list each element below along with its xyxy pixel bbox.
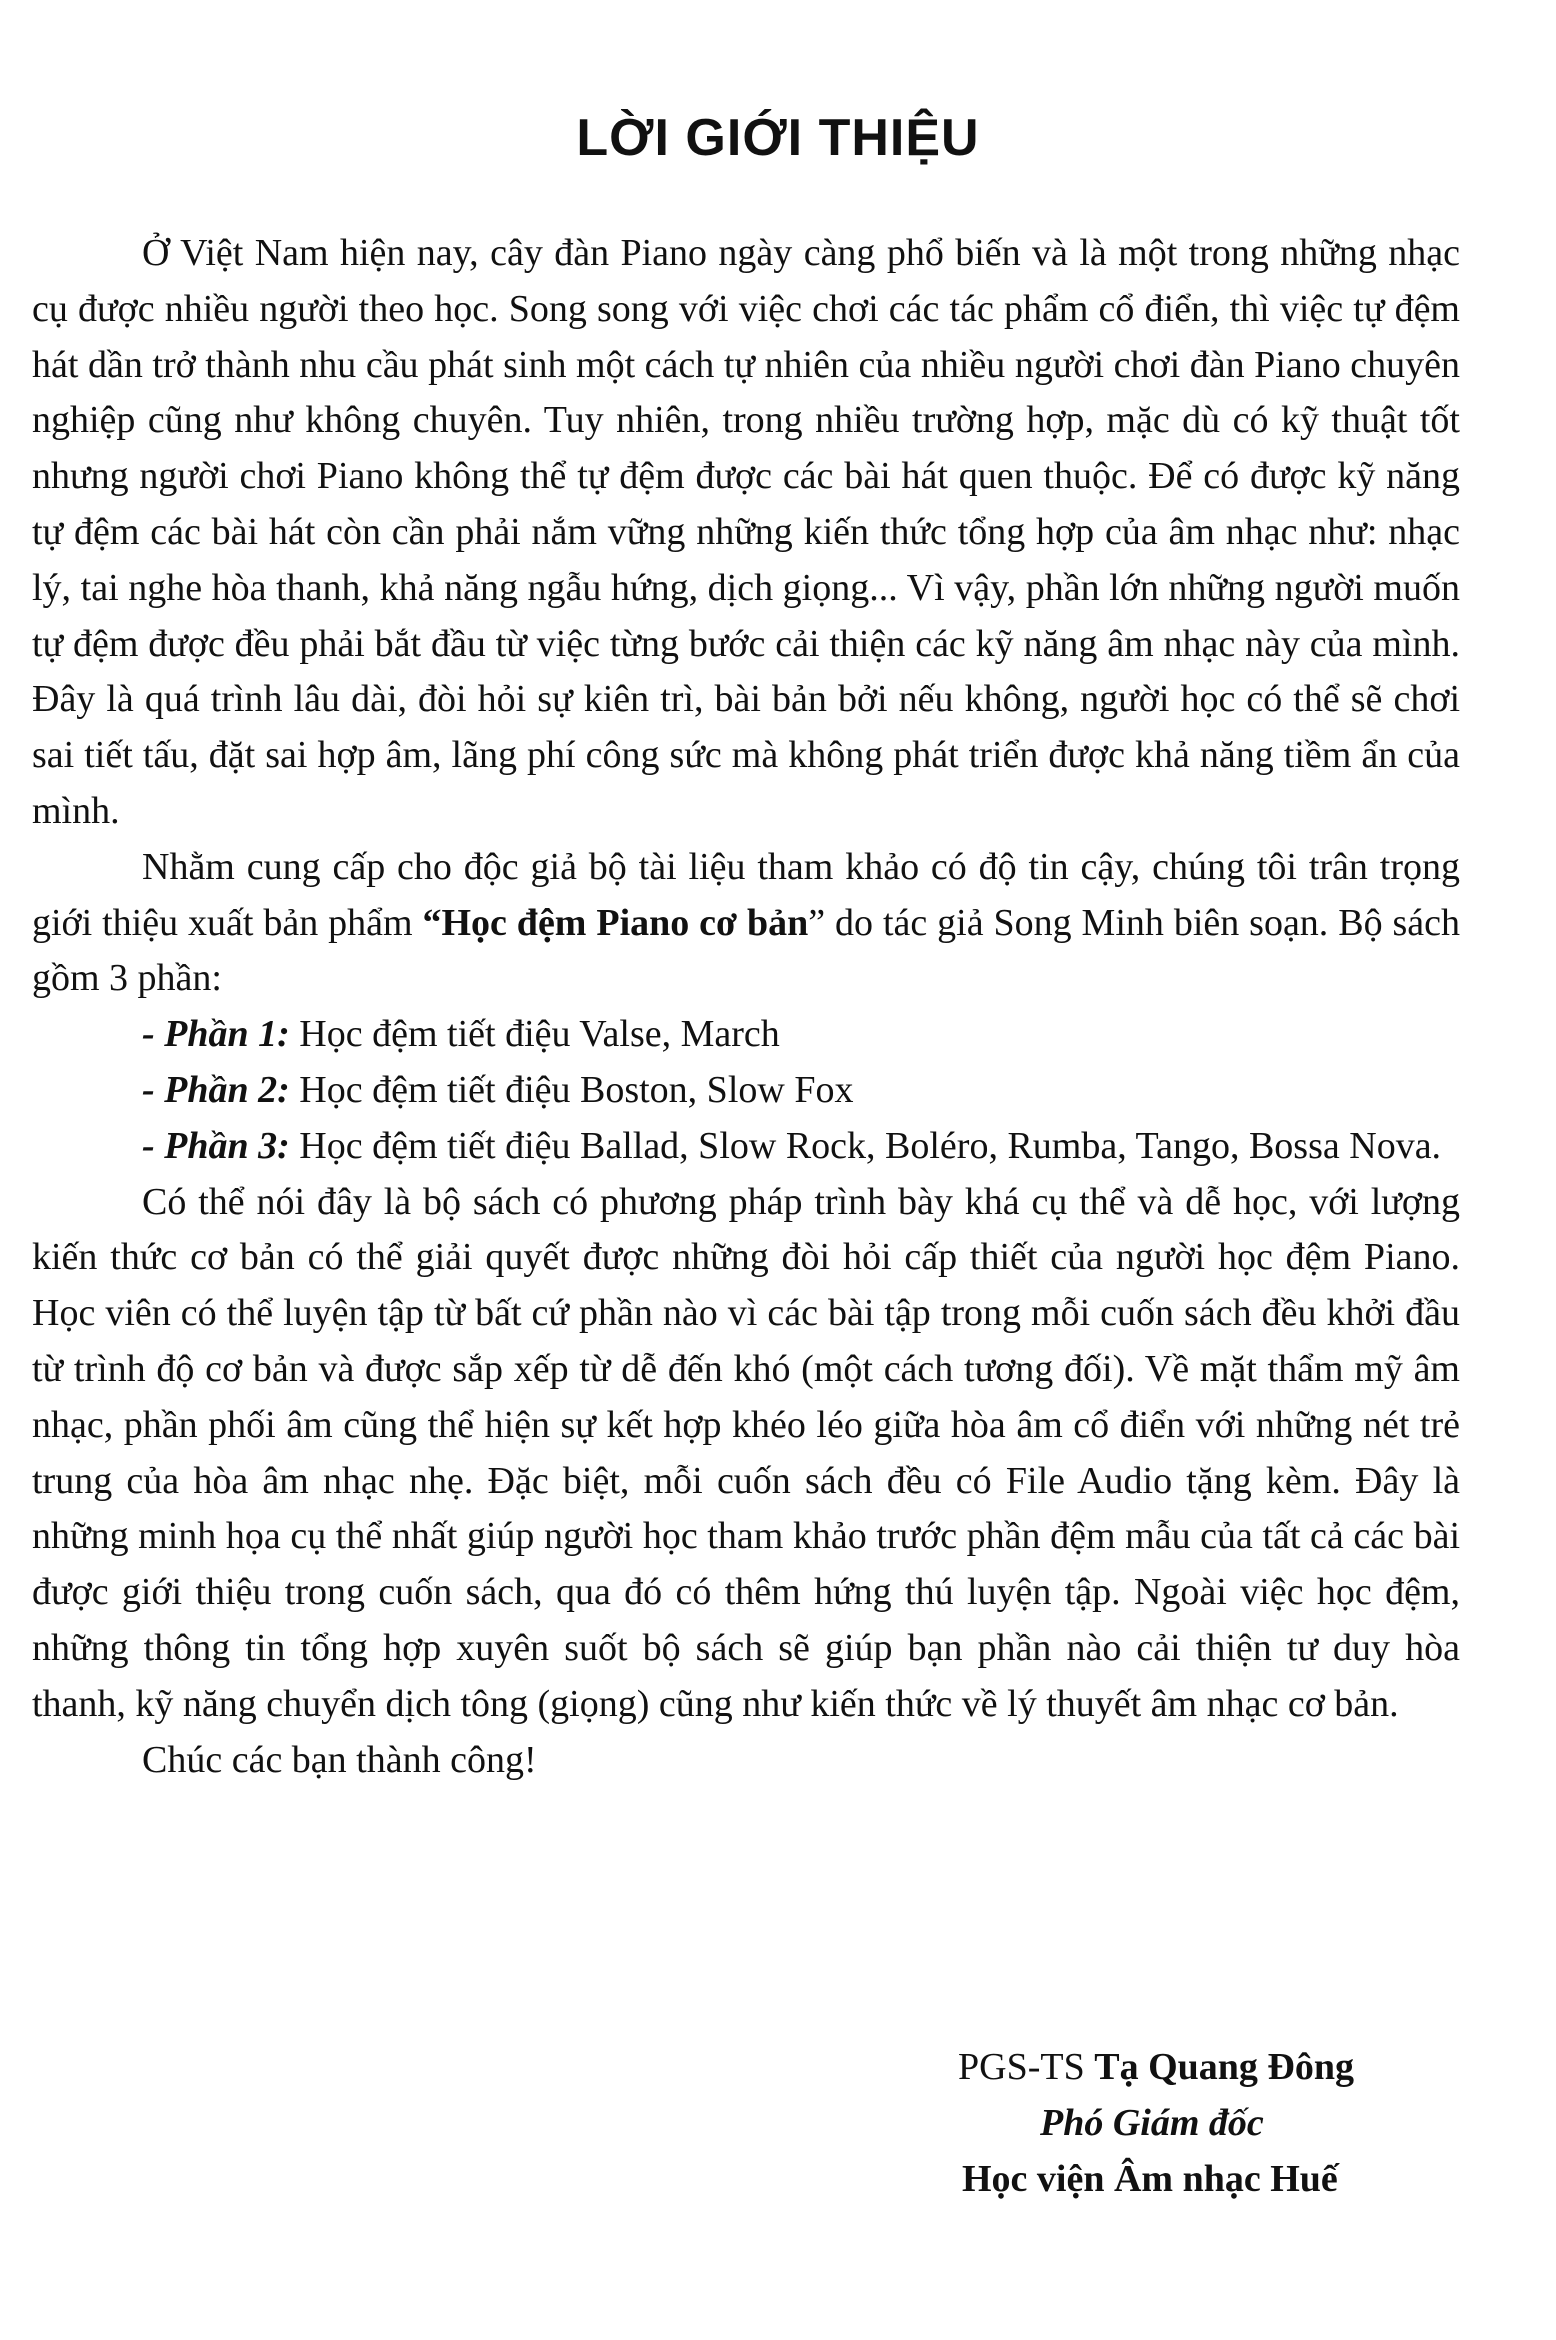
signature-degree: PGS-TS xyxy=(958,2046,1095,2088)
part-label: - Phần 1: xyxy=(142,1013,290,1056)
part-label: - Phần 3: xyxy=(142,1124,290,1167)
signature-name: Tạ Quang Đông xyxy=(1094,2046,1354,2088)
paragraph-intro xyxy=(32,840,1460,1007)
part-label: - Phần 2: xyxy=(142,1068,290,1111)
paragraph-context: Ở Việt Nam hiện nay, cây đàn Piano ngày càng phổ biến và là một trong những nhạc cụ được nhiều người theo học. Song song với việc chơi các tác phẩm cổ điển, thì việc tự đệm hát dần trở thành nhu cầu phát sinh một cách tự nhiên của nhiều người chơi đàn Piano chuyên nghiệp cũng như không chuyên. Tuy nhiên, trong nhiều trường hợp, mặc dù có kỹ thuật tốt nhưng người chơi Piano không thể tự đệm được các bài hát quen thuộc. Để có được kỹ năng tự đệm các bài hát còn cần phải nắm vững những kiến thức tổng hợp của âm nhạc như: nhạc lý, tai nghe hòa thanh, khả năng ngẫu hứng, dịch giọng... Vì vậy, phần lớn những người muốn tự đệm được đều phải bắt đầu từ việc từng bước cải thiện các kỹ năng âm nhạc này của mình. Đây là quá trình lâu dài, đòi hỏi sự kiên trì, bài bản bởi nếu không, người học có thể sẽ chơi sai tiết tấu, đặt sai hợp âm, lãng phí công sức mà không phát triển được khả năng tiềm ẩn của mình. xyxy=(32,232,1460,832)
paragraph-summary: Có thể nói đây là bộ sách có phương pháp trình bày khá cụ thể và dễ học, với lượng kiến thức cơ bản có thể giải quyết được những đòi hỏi cấp thiết của người học đệm Piano. Học viên có thể luyện tập từ bất cứ phần nào vì các bài tập trong mỗi cuốn sách đều khởi đầu từ trình độ cơ bản và được sắp xếp từ dễ đến khó (một cách tương đối). Về mặt thẩm mỹ âm nhạc, phần phối âm cũng thể hiện sự kết hợp khéo léo giữa hòa âm cổ điển với những nét trẻ trung của hòa âm nhạc nhẹ. Đặc biệt, mỗi cuốn sách đều có File Audio tặng kèm. Đây là những minh họa cụ thể nhất giúp người học tham khảo trước phần đệm mẫu của tất cả các bài được giới thiệu trong cuốn sách, qua đó có thêm hứng thú luyện tập. Ngoài việc học đệm, những thông tin tổng hợp xuyên suốt bộ sách sẽ giúp bạn phần nào cải thiện tư duy hòa thanh, kỹ năng chuyển dịch tông (giọng) cũng như kiến thức về lý thuyết âm nhạc cơ bản. xyxy=(32,1180,1460,1725)
part-text: Học đệm tiết điệu Boston, Slow Fox xyxy=(289,1068,854,1111)
part-item-1 xyxy=(32,1007,1460,1063)
closing-line: Chúc các bạn thành công! xyxy=(142,1738,537,1781)
page-title: LỜI GIỚI THIỆU xyxy=(576,109,980,167)
intro-text-before: Nhằm cung cấp cho độc giả bộ tài liệu tham khảo có độ tin cậy, chúng tôi trân trọng giới thiệu xuất bản phẩm xyxy=(32,845,1460,944)
signature-block xyxy=(958,2040,1354,2207)
signature-position: Phó Giám đốc xyxy=(1040,2101,1264,2144)
part-item-2 xyxy=(32,1063,1460,1119)
part-text: Học đệm tiết điệu Ballad, Slow Rock, Boléro, Rumba, Tango, Bossa Nova. xyxy=(289,1124,1442,1167)
part-text: Học đệm tiết điệu Valse, March xyxy=(289,1013,780,1056)
book-title: “Học đệm Piano cơ bản xyxy=(422,901,809,944)
signature-institution: Học viện Âm nhạc Huế xyxy=(962,2157,1338,2200)
part-item-3 xyxy=(32,1119,1460,1175)
signature-name-line xyxy=(958,2040,1354,2096)
body-text xyxy=(32,226,1460,1788)
intro-text-after: ” do tác giả Song Minh biên soạn. Bộ sách gồm 3 phần: xyxy=(32,901,1460,1000)
